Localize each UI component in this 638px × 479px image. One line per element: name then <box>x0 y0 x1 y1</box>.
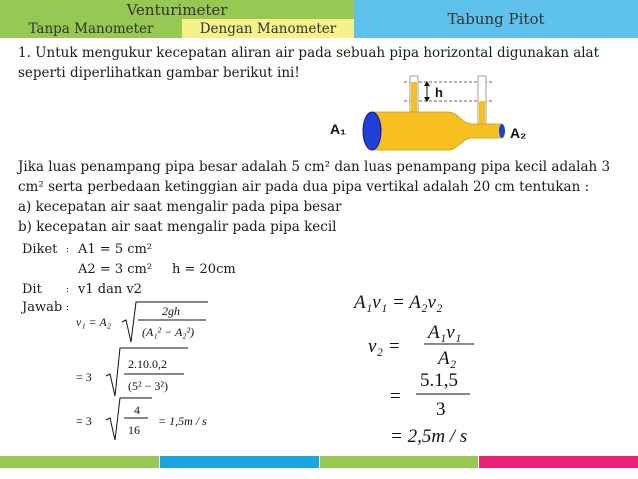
problem-line-5: a) kecepatan air saat mengalir pada pipa besar <box>18 199 342 215</box>
numerator-2: 2.10.0,2 <box>128 357 167 371</box>
v2-lhs: v₂ = <box>368 336 401 357</box>
denominator-1: (A₁² − A₂²) <box>142 325 195 339</box>
denominator-2: (5² − 3²) <box>128 379 168 393</box>
frac2-num: 5.1,5 <box>420 370 458 391</box>
tab-tanpa-manometer[interactable]: Tanpa Manometer <box>0 19 182 38</box>
v1-lhs: v₁ = A₂ <box>76 315 111 329</box>
bottom-bar-pink <box>479 456 638 468</box>
manometer-tube-1 <box>411 82 417 116</box>
solution-right <box>348 284 528 450</box>
bottom-bar-green-2 <box>320 456 478 468</box>
diket-a2: A2 = 3 cm² <box>78 262 153 277</box>
eq2-prefix: = 3 <box>76 370 92 384</box>
result-v2: = 2,5m / s <box>390 426 468 447</box>
diket-a1: A1 = 5 cm² <box>78 242 153 257</box>
dit-value: v1 dan v2 <box>78 282 142 297</box>
diket-label: Diket <box>22 242 58 257</box>
problem-line-1: 1. Untuk mengukur kecepatan aliran air pada sebuah pipa horizontal digunakan alat <box>18 45 600 61</box>
frac1-den: A₂ <box>438 348 457 369</box>
eq3-prefix: = 3 <box>76 414 92 428</box>
dit-label: Dit <box>22 282 42 297</box>
diket-h: h = 20cm <box>172 262 236 277</box>
diket-sep: : <box>66 245 70 255</box>
tab-tabung-pitot[interactable]: Tabung Pitot <box>354 0 638 38</box>
numerator-1: 2gh <box>162 304 180 318</box>
tab-venturimeter[interactable]: Venturimeter <box>0 0 354 19</box>
label-h: h <box>435 85 443 100</box>
pipe-inlet <box>363 112 381 150</box>
venturimeter-figure <box>320 72 540 158</box>
problem-line-2: seperti diperlihatkan gambar berikut ini! <box>18 65 300 81</box>
tab-dengan-manometer[interactable]: Dengan Manometer <box>182 19 354 38</box>
continuity-equation: A₁v₁ = A₂v₂ <box>354 292 443 313</box>
problem-line-6: b) kecepatan air saat mengalir pada pipa kecil <box>18 219 337 235</box>
result-v1: = 1,5m / s <box>158 414 207 428</box>
denominator-3: 16 <box>128 423 140 437</box>
problem-line-4: cm² serta perbedaan ketinggian air pada dua pipa vertikal adalah 20 cm tentukan : <box>18 179 590 195</box>
jawab-label: Jawab <box>22 300 63 315</box>
solution-left <box>76 298 276 448</box>
bottom-bar-blue <box>160 456 319 468</box>
frac1-num: A₁v₁ <box>428 322 462 343</box>
eq-sign: = <box>390 386 401 407</box>
label-a1: A₁ <box>330 121 346 137</box>
bottom-bar-green <box>0 456 159 468</box>
problem-line-3: Jika luas penampang pipa besar adalah 5 cm² dan luas penampang pipa kecil adalah 3 <box>18 159 611 175</box>
frac2-den: 3 <box>436 399 446 420</box>
numerator-3: 4 <box>134 403 140 417</box>
jawab-sep: : <box>66 303 70 313</box>
dit-sep: : <box>66 285 70 295</box>
pipe-outlet <box>499 124 505 138</box>
label-a2: A₂ <box>510 125 527 141</box>
